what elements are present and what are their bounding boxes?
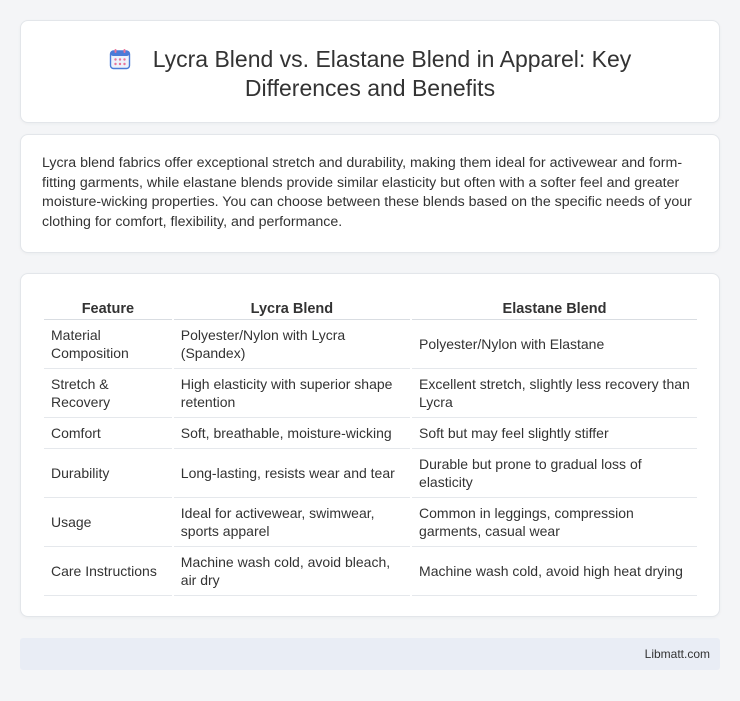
feature-cell: Durability: [44, 449, 172, 498]
page-title-text: Lycra Blend vs. Elastane Blend in Apparel: Key Differences and Benefits: [152, 46, 632, 101]
header-feature: Feature: [44, 294, 172, 320]
table-header-row: [44, 294, 697, 320]
feature-cell: Stretch & Recovery: [44, 369, 172, 418]
table-row: [44, 498, 697, 547]
comparison-card: [20, 273, 720, 617]
intro-paragraph: Lycra blend fabrics offer exceptional stretch and durability, making them ideal for activewear and form-fitting garments, while elastane blends provide similar elasticity but often with a softer feel and greater moisture-wicking properties. You can choose between these blends based on the specific needs of your clothing for comfort, flexibility, and performance.: [42, 155, 692, 230]
table-row: [44, 449, 697, 498]
elastane-cell: Durable but prone to gradual loss of elasticity: [412, 449, 697, 498]
lycra-cell: Machine wash cold, avoid bleach, air dry: [174, 547, 410, 596]
lycra-cell: Ideal for activewear, swimwear, sports apparel: [174, 498, 410, 547]
feature-cell: Usage: [44, 498, 172, 547]
elastane-cell: Soft but may feel slightly stiffer: [412, 418, 697, 449]
lycra-cell: Long-lasting, resists wear and tear: [174, 449, 410, 498]
comparison-table: [42, 294, 699, 596]
feature-cell: Care Instructions: [44, 547, 172, 596]
header-elastane-blend: Elastane Blend: [412, 294, 697, 320]
header-lycra-blend: Lycra Blend: [174, 294, 410, 320]
table-row: [44, 547, 697, 596]
elastane-cell: Machine wash cold, avoid high heat drying: [412, 547, 697, 596]
lycra-cell: High elasticity with superior shape retention: [174, 369, 410, 418]
elastane-cell: Polyester/Nylon with Elastane: [412, 320, 697, 369]
elastane-cell: Common in leggings, compression garments, casual wear: [412, 498, 697, 547]
table-row: [44, 418, 697, 449]
table-row: [44, 369, 697, 418]
table-row: [44, 320, 697, 369]
title-card: [20, 20, 720, 123]
calendar-icon: [109, 48, 131, 70]
lycra-cell: Polyester/Nylon with Lycra (Spandex): [174, 320, 410, 369]
lycra-cell: Soft, breathable, moisture-wicking: [174, 418, 410, 449]
intro-card: [20, 134, 720, 253]
feature-cell: Comfort: [44, 418, 172, 449]
footer-bar: [20, 638, 720, 670]
page-title: [21, 45, 719, 103]
elastane-cell: Excellent stretch, slightly less recovery than Lycra: [412, 369, 697, 418]
footer-site-link[interactable]: Libmatt.com: [644, 647, 710, 661]
feature-cell: Material Composition: [44, 320, 172, 369]
